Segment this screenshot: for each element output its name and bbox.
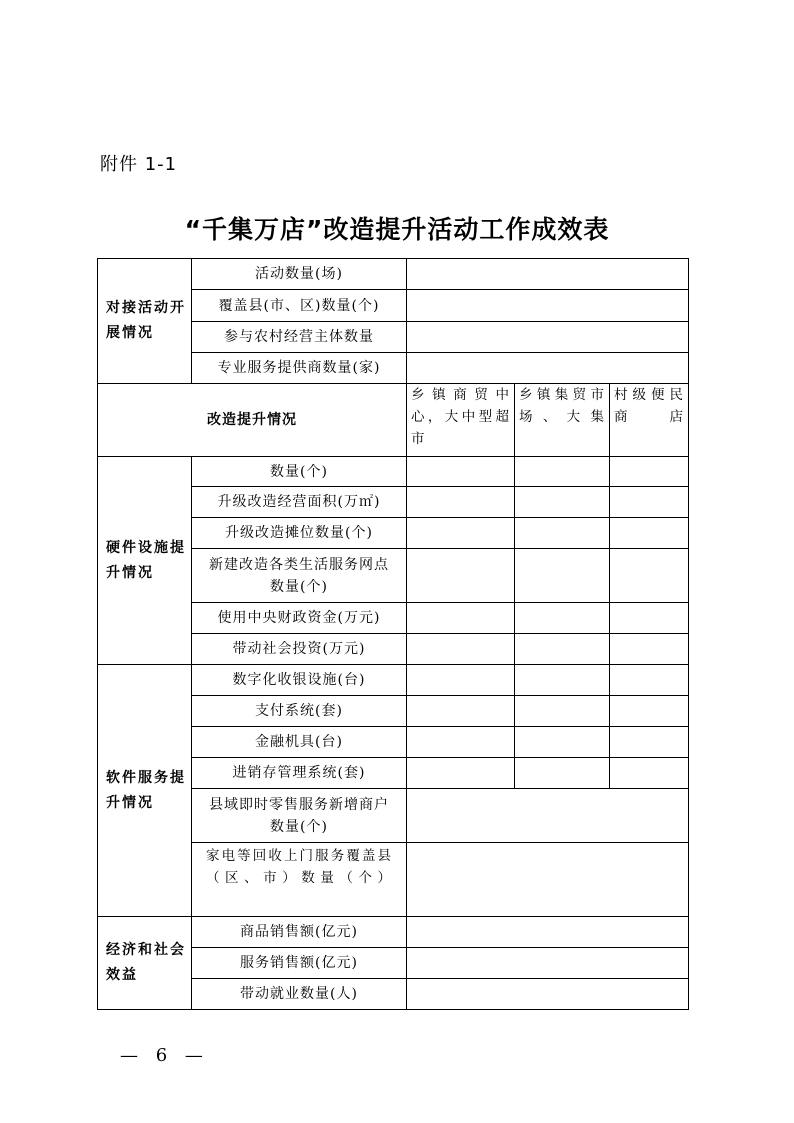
document-title: “千集万店”改造提升活动工作成效表 bbox=[184, 215, 610, 244]
row-label: 使用中央财政资金(万元) bbox=[192, 603, 407, 634]
row-label: 覆盖县(市、区)数量(个) bbox=[192, 290, 407, 322]
row-label: 升级改造经营面积(万㎡) bbox=[192, 487, 407, 518]
value-cell[interactable] bbox=[610, 549, 689, 603]
row-label: 带动社会投资(万元) bbox=[192, 634, 407, 665]
value-cell[interactable] bbox=[610, 457, 689, 487]
value-cell[interactable] bbox=[515, 549, 610, 603]
row-label: 服务销售额(亿元) bbox=[192, 948, 407, 979]
value-cell[interactable] bbox=[610, 758, 689, 789]
row-label: 进销存管理系统(套) bbox=[192, 758, 407, 789]
section-label-benefit: 经济和社会效益 bbox=[98, 917, 192, 1010]
row-label: 县域即时零售服务新增商户数量(个) bbox=[192, 789, 407, 843]
value-cell[interactable] bbox=[407, 727, 515, 758]
row-label: 新建改造各类生活服务网点数量(个) bbox=[192, 549, 407, 603]
value-cell[interactable] bbox=[610, 727, 689, 758]
value-cell[interactable] bbox=[610, 665, 689, 696]
value-cell[interactable] bbox=[407, 948, 689, 979]
value-cell[interactable] bbox=[610, 603, 689, 634]
value-cell[interactable] bbox=[407, 696, 515, 727]
section-label-docking: 对接活动开展情况 bbox=[98, 259, 192, 384]
section-label-hardware: 硬件设施提升情况 bbox=[98, 457, 192, 665]
value-cell[interactable] bbox=[407, 353, 689, 384]
results-table bbox=[97, 258, 689, 1010]
row-label: 家电等回收上门服务覆盖县（区、市）数量（个） bbox=[192, 843, 407, 917]
table-row bbox=[98, 259, 689, 290]
value-cell[interactable] bbox=[407, 843, 689, 917]
row-label: 支付系统(套) bbox=[192, 696, 407, 727]
value-cell[interactable] bbox=[407, 259, 689, 290]
value-cell[interactable] bbox=[407, 518, 515, 549]
value-cell[interactable] bbox=[515, 603, 610, 634]
value-cell[interactable] bbox=[515, 518, 610, 549]
value-cell[interactable] bbox=[407, 789, 689, 843]
value-cell[interactable] bbox=[515, 457, 610, 487]
attachment-label: 附件 1-1 bbox=[100, 154, 178, 175]
value-cell[interactable] bbox=[610, 518, 689, 549]
table-row bbox=[98, 384, 689, 457]
value-cell[interactable] bbox=[407, 487, 515, 518]
row-label: 数量(个) bbox=[192, 457, 407, 487]
value-cell[interactable] bbox=[515, 727, 610, 758]
value-cell[interactable] bbox=[407, 549, 515, 603]
value-cell[interactable] bbox=[407, 457, 515, 487]
value-cell[interactable] bbox=[515, 758, 610, 789]
value-cell[interactable] bbox=[407, 634, 515, 665]
column-header: 乡镇集贸市场、大集 bbox=[515, 384, 610, 457]
row-label: 带动就业数量(人) bbox=[192, 979, 407, 1010]
value-cell[interactable] bbox=[407, 758, 515, 789]
section-label-upgrade: 改造提升情况 bbox=[98, 384, 407, 457]
value-cell[interactable] bbox=[515, 665, 610, 696]
column-header: 村级便民商店 bbox=[610, 384, 689, 457]
row-label: 升级改造摊位数量(个) bbox=[192, 518, 407, 549]
value-cell[interactable] bbox=[407, 603, 515, 634]
value-cell[interactable] bbox=[610, 696, 689, 727]
value-cell[interactable] bbox=[610, 487, 689, 518]
value-cell[interactable] bbox=[407, 322, 689, 353]
value-cell[interactable] bbox=[515, 696, 610, 727]
value-cell[interactable] bbox=[515, 487, 610, 518]
column-header: 乡镇商贸中心，大中型超市 bbox=[407, 384, 515, 457]
row-label: 数字化收银设施(台) bbox=[192, 665, 407, 696]
value-cell[interactable] bbox=[407, 917, 689, 948]
value-cell[interactable] bbox=[407, 665, 515, 696]
table-row bbox=[98, 917, 689, 948]
table-row bbox=[98, 457, 689, 487]
value-cell[interactable] bbox=[610, 634, 689, 665]
row-label: 活动数量(场) bbox=[192, 259, 407, 290]
value-cell[interactable] bbox=[407, 979, 689, 1010]
row-label: 商品销售额(亿元) bbox=[192, 917, 407, 948]
row-label: 金融机具(台) bbox=[192, 727, 407, 758]
row-label: 专业服务提供商数量(家) bbox=[192, 353, 407, 384]
table-row bbox=[98, 665, 689, 696]
page-number: — 6 — bbox=[120, 1045, 209, 1066]
value-cell[interactable] bbox=[407, 290, 689, 322]
value-cell[interactable] bbox=[515, 634, 610, 665]
section-label-software: 软件服务提升情况 bbox=[98, 665, 192, 917]
row-label: 参与农村经营主体数量 bbox=[192, 322, 407, 353]
